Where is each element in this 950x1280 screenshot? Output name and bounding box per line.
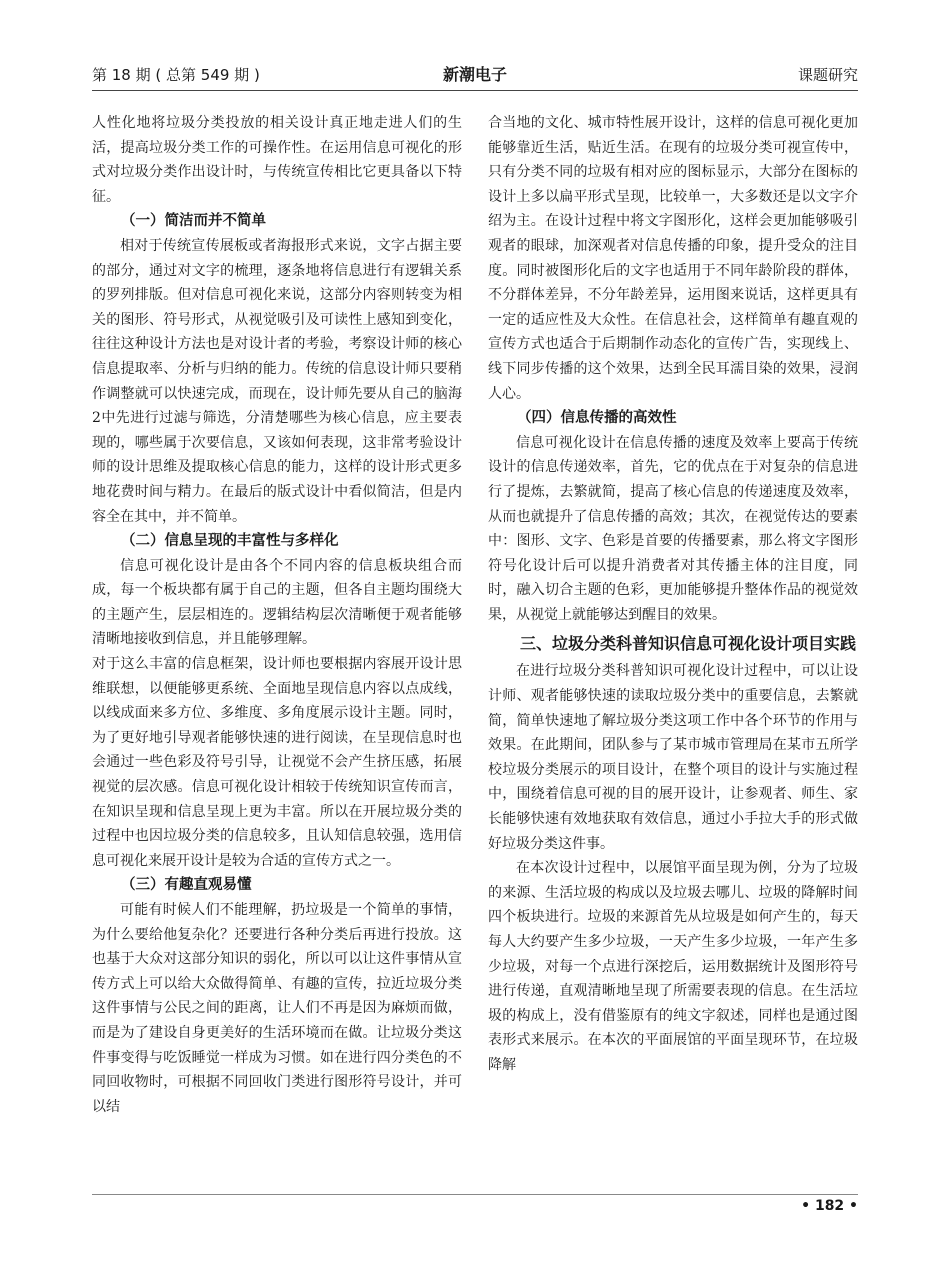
paragraph: 相对于传统宣传展板或者海报形式来说，文字占据主要的部分，通过对文字的梳理，逐条地将信息进行有逻辑关系的罗列排版。但对信息可视化来说，这部分内容则转变为相关的图形、符号形式，从视觉吸引及可读性上感知到变化，往往这种设计方法也是对设计者的考验，考察设计师的核心信息提取率、分析与归纳的能力。传统的信息设计师只要稍作调整就可以快速完成，而现在，设计师先要从自己的脑海2中先进行过滤与筛选，分清楚哪些为核心信息，应主要表现的，哪些属于次要信息，又该如何表现，这非常考验设计师的设计思维及提取核心信息的能力，这样的设计形式更多地花费时间与精力。在最后的版式设计中看似简洁，但是内容全在其中，并不简单。 [92,237,462,525]
paragraph: 信息可视化设计在信息传播的速度及效率上要高于传统设计的信息传递效率，首先，它的优点在于对复杂的信息进行了提炼，去繁就简，提高了核心信息的传递速度及效率，从而也就提升了信息传播的高效；其次，在视觉传达的要素中：图形、文字、色彩是首要的传播要素，那么将文字图形符号化设计后可以提升消费者对其传播主体的注目度，同时，融入切合主题的色彩，更加能够提升整体作品的视觉效果，从视觉上就能够达到醒目的效果。 [488,434,858,623]
right-column [488,111,858,1078]
left-column [92,111,462,1119]
paragraph: 在进行垃圾分类科普知识可视化设计过程中，可以让设计师、观者能够快速的读取垃圾分类中的重要信息，去繁就简，简单快速地了解垃圾分类这项工作中各个环节的作用与效果。在此期间，团队参与了某市城市管理局在某市五所学校垃圾分类展示的项目设计，在整个项目的设计与实施过程中，围绕着信息可视的目的展开设计，让参观者、师生、家长能够快速有效地获取有效信息，通过小手拉大手的形式做好垃圾分类这件事。 [488,663,858,852]
paragraph: 合当地的文化、城市特性展开设计，这样的信息可视化更加能够靠近生活，贴近生活。在现有的垃圾分类可视宣传中，只有分类不同的垃圾有相对应的图标显示，大部分在图标的设计上多以扁平形式呈现，比较单一，大多数还是以文字介绍为主。在设计过程中将文字图形化，这样会更加能够吸引观者的眼球，加深观者对信息传播的印象，提升受众的注目度。同时被图形化后的文字也适用于不同年龄阶段的群体，不分群体差异，不分年龄差异，运用图来说话，这样更具有一定的适应性及大众性。在信息社会，这样简单有趣直观的宣传方式也适合于后期制作动态化的宣传广告，实现线上、线下同步传播的这个效果，达到全民耳濡目染的效果，浸润人心。 [488,115,858,402]
footer-rule [92,1194,858,1195]
page-number: • 182 • [801,1198,858,1214]
subsection-heading: （三）有趣直观易懂 [121,877,252,894]
paragraph: 在本次设计过程中，以展馆平面呈现为例，分为了垃圾的来源、生活垃圾的构成以及垃圾去哪儿、垃圾的降解时间四个板块进行。垃圾的来源首先从垃圾是如何产生的，每天每人大约要产生多少垃圾，一天产生多少垃圾，一年产生多少垃圾，对每一个点进行深挖后，运用数据统计及图形符号进行传递，直观清晰地呈现了所需要表现的信息。在生活垃圾的构成上，没有借鉴原有的纯文字叙述，同样也是通过图表形式来展示。在本次的平面展馆的平面呈现环节，在垃圾降解 [488,860,858,1073]
section-label: 课题研究 [797,66,858,84]
subsection-heading: （四）信息传播的高效性 [517,410,677,427]
page-header [92,64,858,90]
issue-label: 第 18 期 ( 总第 549 期 ) [92,66,260,84]
paragraph: 信息可视化设计是由各个不同内容的信息板块组合而成，每一个板块都有属于自己的主题，但各自主题均围绕大的主题产生，层层相连的。逻辑结构层次清晰便于观者能够清晰地接收到信息，并且能够理解。 [92,557,462,648]
paragraph: 可能有时候人们不能理解，扔垃圾是一个简单的事情，为什么要给他复杂化？还要进行各种分类后再进行投放。这也基于大众对这部分知识的弱化，所以可以让这件事情从宣传方式上可以给大众做得简单、有趣的宣传，拉近垃圾分类这件事情与公民之间的距离，让人们不再是因为麻烦而做，而是为了建设自身更美好的生活环境而在做。让垃圾分类这件事变得与吃饭睡觉一样成为习惯。如在进行四分类色的不同回收物时，可根据不同回收门类进行图形符号设计，并可以结 [92,902,462,1115]
subsection-heading: （一）简洁而并不简单 [121,213,266,230]
subsection-heading: （二）信息呈现的丰富性与多样化 [121,533,339,550]
paragraph: 对于这么丰富的信息框架，设计师也要根据内容展开设计思维联想，以便能够更系统、全面地呈现信息内容以点成线，以线成面来多方位、多维度、多角度展示设计主题。同时，为了更好地引导观者能够快速的进行阅读，在呈现信息时也会通过一些色彩及符号引导，让视觉不会产生挤压感，拓展视觉的层次感。信息可视化设计相较于传统知识宣传而言，在知识呈现和信息呈现上更为丰富。所以在开展垃圾分类的过程中也因垃圾分类的信息较多，且认知信息较强，选用信息可视化来展开设计是较为合适的宣传方式之一。 [92,656,462,869]
section-heading: 三、垃圾分类科普知识信息可视化设计项目实践 [520,634,857,654]
journal-title: 新潮电子 [442,65,507,84]
paragraph: 人性化地将垃圾分类投放的相关设计真正地走进人们的生活，提高垃圾分类工作的可操作性。在运用信息可视化的形式对垃圾分类作出设计时，与传统宣传相比它更具备以下特征。 [92,115,462,205]
header-rule [92,90,858,91]
